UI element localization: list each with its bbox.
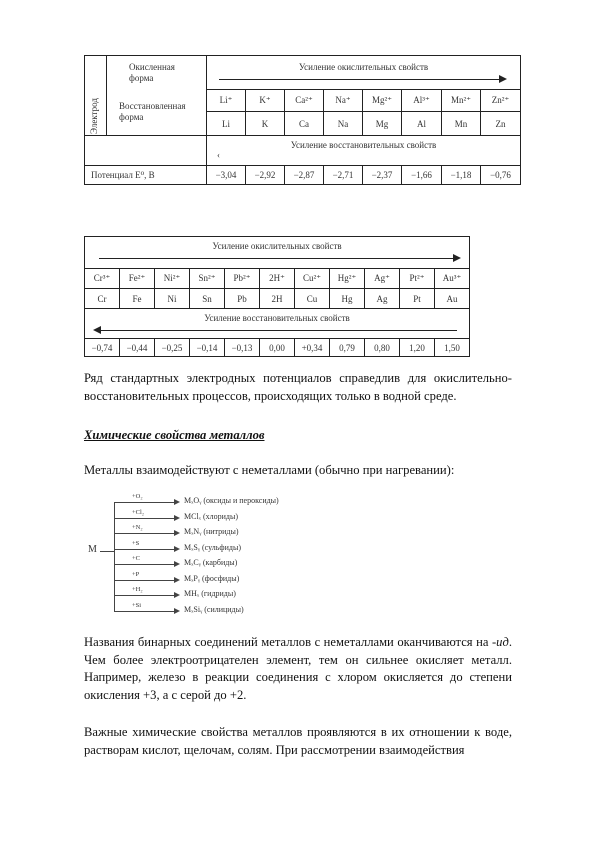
- product-label: MClₓ (хлориды): [184, 511, 239, 521]
- reduced-form-label: Восстановленная форма: [107, 90, 207, 136]
- ion-cell: Zn²⁺: [481, 90, 521, 112]
- product-label: MₓNᵧ (нитриды): [184, 527, 239, 536]
- reagent-label: +O₂: [132, 493, 143, 500]
- section-heading: Химические свойства металлов: [84, 428, 265, 442]
- potential-cell: −2,87: [285, 166, 324, 185]
- reaction-diagram: [88, 492, 348, 622]
- potential-cell: 0,00: [260, 339, 295, 357]
- metal-cell: Pb: [225, 289, 260, 309]
- left-arrow-icon: [85, 325, 469, 335]
- right-arrow-icon: [207, 74, 520, 84]
- ion-cell: Ag⁺: [365, 269, 400, 289]
- arrowhead-icon: [174, 577, 180, 583]
- potential-cell: −0,44: [120, 339, 155, 357]
- metal-symbol: M: [88, 544, 97, 555]
- ion-cell: Ca²⁺: [285, 90, 324, 112]
- metal-cell: Zn: [481, 112, 521, 136]
- potential-table-1: [84, 55, 520, 185]
- metal-cell: Al: [402, 112, 442, 136]
- reagent-label: +N₂: [132, 524, 143, 531]
- metal-cell: Ca: [285, 112, 324, 136]
- oxidizing-header-cell: [207, 56, 521, 90]
- potential-row: [85, 166, 521, 185]
- reagent-label: +S: [132, 539, 140, 547]
- ion-cell: Pb²⁺: [225, 269, 260, 289]
- arrowhead-icon: [174, 608, 180, 614]
- ion-cell: Li⁺: [207, 90, 246, 112]
- ion-cell: Hg²⁺: [330, 269, 365, 289]
- metal-cell: Mn: [442, 112, 481, 136]
- arrowhead-icon: [174, 546, 180, 552]
- oxidizing-header: Усиление окислительных свойств: [212, 241, 342, 251]
- metal-cell: Cr: [85, 289, 120, 309]
- metal-cell: 2H: [260, 289, 295, 309]
- reagent-label: +Si: [132, 601, 142, 609]
- metal-cell: Cu: [295, 289, 330, 309]
- ion-cell: Ni²⁺: [155, 269, 190, 289]
- diagram-stem: [100, 551, 114, 552]
- branch-arrow: [114, 518, 176, 519]
- product-label: MₓOᵧ (оксиды и пероксиды): [184, 496, 279, 505]
- arrowhead-icon: [174, 515, 180, 521]
- paragraph-nonmetals: Металлы взаимодействуют с неметаллами (обычно при нагревании):: [84, 463, 455, 477]
- potential-table-2: [84, 236, 470, 357]
- ion-cell: Cu²⁺: [295, 269, 330, 289]
- potential-cell: +0,34: [295, 339, 330, 357]
- potential-cell: 1,50: [435, 339, 470, 357]
- ion-cell: Mg²⁺: [363, 90, 402, 112]
- metal-cell: Mg: [363, 112, 402, 136]
- reducing-footer-cell: [207, 136, 521, 166]
- product-label: MₓSiᵧ (силициды): [184, 604, 244, 614]
- product-label: MHₓ (гидриды): [184, 589, 236, 598]
- oxidizing-header: Усиление окислительных свойств: [298, 62, 429, 72]
- branch-arrow: [114, 533, 176, 534]
- oxidizing-header-cell: [85, 237, 470, 269]
- ion-cell: Al³⁺: [402, 90, 442, 112]
- ion-cell: Au³⁺: [435, 269, 470, 289]
- product-label: MₓSᵧ (сульфиды): [184, 542, 241, 552]
- paragraph-electrode-series: Ряд стандартных электродных потенциалов справедлив для окислительно-восстановительных процессов, происходящих только в водной среде.: [84, 371, 512, 403]
- potential-cell: −2,37: [363, 166, 402, 185]
- reduced-row: [85, 289, 470, 309]
- potential-label: Потенциал E⁰, В: [85, 166, 207, 185]
- arrowhead-icon: [174, 561, 180, 567]
- potential-cell: −0,76: [481, 166, 521, 185]
- potential-cell: 0,80: [365, 339, 400, 357]
- metal-cell: Fe: [120, 289, 155, 309]
- left-arrow-icon: ‹: [217, 150, 220, 160]
- metal-cell: Ni: [155, 289, 190, 309]
- potential-cell: 0,79: [330, 339, 365, 357]
- oxidized-form-label: Окисленная форма: [107, 56, 207, 90]
- branch-arrow: [114, 595, 176, 596]
- branch-arrow: [114, 564, 176, 565]
- branch-arrow: [114, 502, 176, 503]
- arrowhead-icon: [174, 592, 180, 598]
- product-label: MₓPᵧ (фосфиды): [184, 573, 240, 583]
- ion-cell: Cr³⁺: [85, 269, 120, 289]
- electrode-header-cell: [85, 56, 107, 136]
- metal-cell: Na: [324, 112, 363, 136]
- metal-cell: Au: [435, 289, 470, 309]
- paragraph-binary-names: Названия бинарных соединений металлов с неметаллами оканчиваются на -ид. Чем более электроотрицателен элемент, тем он сильнее окисляет металл. Например, железо в реакции соединения с хлором окисляется до степени окисления +3, а с серой до +2.: [84, 635, 512, 702]
- metal-cell: Pt: [400, 289, 435, 309]
- ion-cell: 2H⁺: [260, 269, 295, 289]
- metal-cell: Sn: [190, 289, 225, 309]
- ion-cell: Na⁺: [324, 90, 363, 112]
- potential-row: [85, 339, 470, 357]
- oxidized-row: [85, 269, 470, 289]
- reagent-label: +P: [132, 570, 140, 578]
- paragraph-chemical-properties: Важные химические свойства металлов проявляются в их отношении к воде, растворам кислот, щелочам, солям. При рассмотрении взаимодействия: [84, 725, 512, 757]
- ion-cell: Mn²⁺: [442, 90, 481, 112]
- potential-cell: −3,04: [207, 166, 246, 185]
- product-label: MₓCᵧ (карбиды): [184, 558, 238, 567]
- reducing-footer: Усиление восстановительных свойств: [290, 140, 437, 150]
- potential-cell: −0,25: [155, 339, 190, 357]
- potential-cell: −0,14: [190, 339, 225, 357]
- potential-cell: −1,18: [442, 166, 481, 185]
- ion-cell: Fe²⁺: [120, 269, 155, 289]
- potential-cell: −2,92: [246, 166, 285, 185]
- reagent-label: +C: [132, 555, 141, 562]
- branch-arrow: [114, 611, 176, 612]
- right-arrow-icon: [85, 253, 469, 263]
- reagent-label: +Cl₂: [132, 508, 145, 516]
- reagent-label: +H₂: [132, 586, 143, 593]
- potential-cell: −1,66: [402, 166, 442, 185]
- potential-cell: 1,20: [400, 339, 435, 357]
- potential-cell: −2,71: [324, 166, 363, 185]
- ion-cell: Pt²⁺: [400, 269, 435, 289]
- metal-cell: Ag: [365, 289, 400, 309]
- potential-cell: −0,74: [85, 339, 120, 357]
- oxidized-row: [85, 90, 521, 112]
- arrowhead-icon: [174, 499, 180, 505]
- electrode-header: Электрод: [89, 98, 99, 134]
- arrowhead-icon: [174, 530, 180, 536]
- reducing-header: Усиление восстановительных свойств: [204, 313, 350, 323]
- branch-arrow: [114, 580, 176, 581]
- branch-arrow: [114, 549, 176, 550]
- metal-cell: Hg: [330, 289, 365, 309]
- metal-cell: Li: [207, 112, 246, 136]
- ion-cell: Sn²⁺: [190, 269, 225, 289]
- potential-cell: −0,13: [225, 339, 260, 357]
- reducing-header-cell: [85, 309, 470, 339]
- ion-cell: K⁺: [246, 90, 285, 112]
- metal-cell: K: [246, 112, 285, 136]
